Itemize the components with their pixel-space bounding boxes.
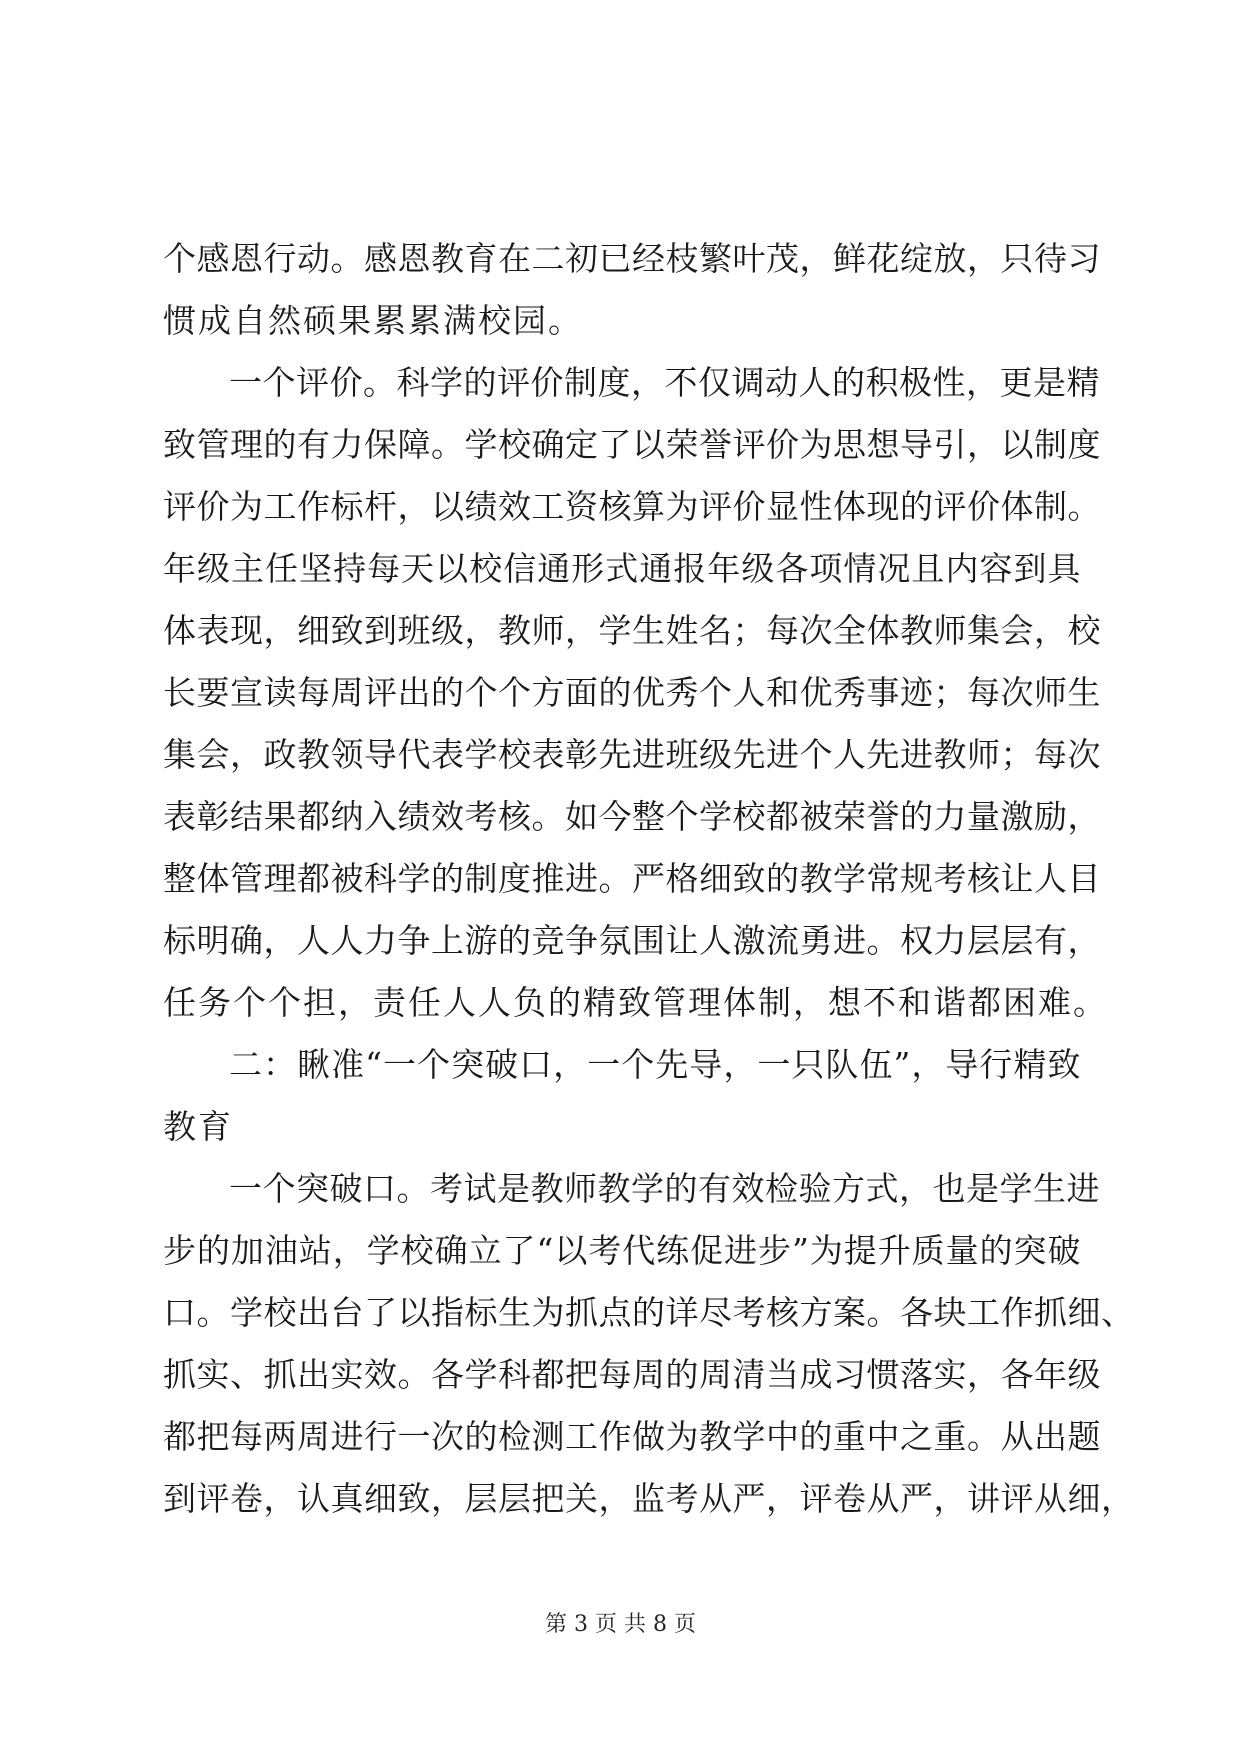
text-line: 表彰结果都纳入绩效考核。如今整个学校都被荣誉的力量激励， (163, 797, 1101, 836)
text-line: 一个评价。科学的评价制度，不仅调动人的积极性，更是精 (229, 363, 1100, 402)
text-line: 任务个个担，责任人人负的精致管理体制，想不和谐都困难。 (163, 983, 1108, 1022)
document-body (163, 228, 1135, 1530)
text-line: 到评卷，认真细致，层层把关，监考从严，评卷从严，讲评从细， (163, 1479, 1135, 1518)
text-line: 二：瞅准“一个突破口，一个先导，一只队伍”，导行精致 (229, 1045, 1081, 1084)
text-line: 整体管理都被科学的制度推进。严格细致的教学常规考核让人目 (163, 859, 1101, 898)
page-footer: 第 3 页 共 8 页 (545, 1612, 696, 1637)
text-line: 一个突破口。考试是教师教学的有效检验方式，也是学生进 (229, 1169, 1100, 1208)
text-line: 长要宣读每周评出的个个方面的优秀个人和优秀事迹；每次师生 (163, 673, 1101, 712)
text-line: 口。学校出台了以指标生为抓点的详尽考核方案。各块工作抓细、 (163, 1293, 1135, 1332)
text-line: 个感恩行动。感恩教育在二初已经枝繁叶茂，鲜花绽放，只待习 (163, 239, 1101, 278)
text-line: 标明确，人人力争上游的竞争氛围让人激流勇进。权力层层有， (163, 921, 1101, 960)
text-line: 抓实、抓出实效。各学科都把每周的周清当成习惯落实，各年级 (163, 1355, 1101, 1394)
text-line: 致管理的有力保障。学校确定了以荣誉评价为思想导引，以制度 (163, 425, 1101, 464)
text-line: 体表现，细致到班级，教师，学生姓名；每次全体教师集会，校 (163, 611, 1101, 650)
text-line: 都把每两周进行一次的检测工作做为教学中的重中之重。从出题 (163, 1417, 1101, 1456)
text-line: 集会，政教领导代表学校表彰先进班级先进个人先进教师；每次 (163, 735, 1101, 774)
text-line: 年级主任坚持每天以校信通形式通报年级各项情况且内容到具 (163, 549, 1081, 588)
text-line: 步的加油站，学校确立了“以考代练促进步”为提升质量的突破 (163, 1231, 1081, 1270)
text-line: 评价为工作标杆，以绩效工资核算为评价显性体现的评价体制。 (163, 487, 1101, 526)
text-line: 教育 (163, 1107, 233, 1146)
text-line: 惯成自然硕果累累满校园。 (163, 301, 583, 340)
